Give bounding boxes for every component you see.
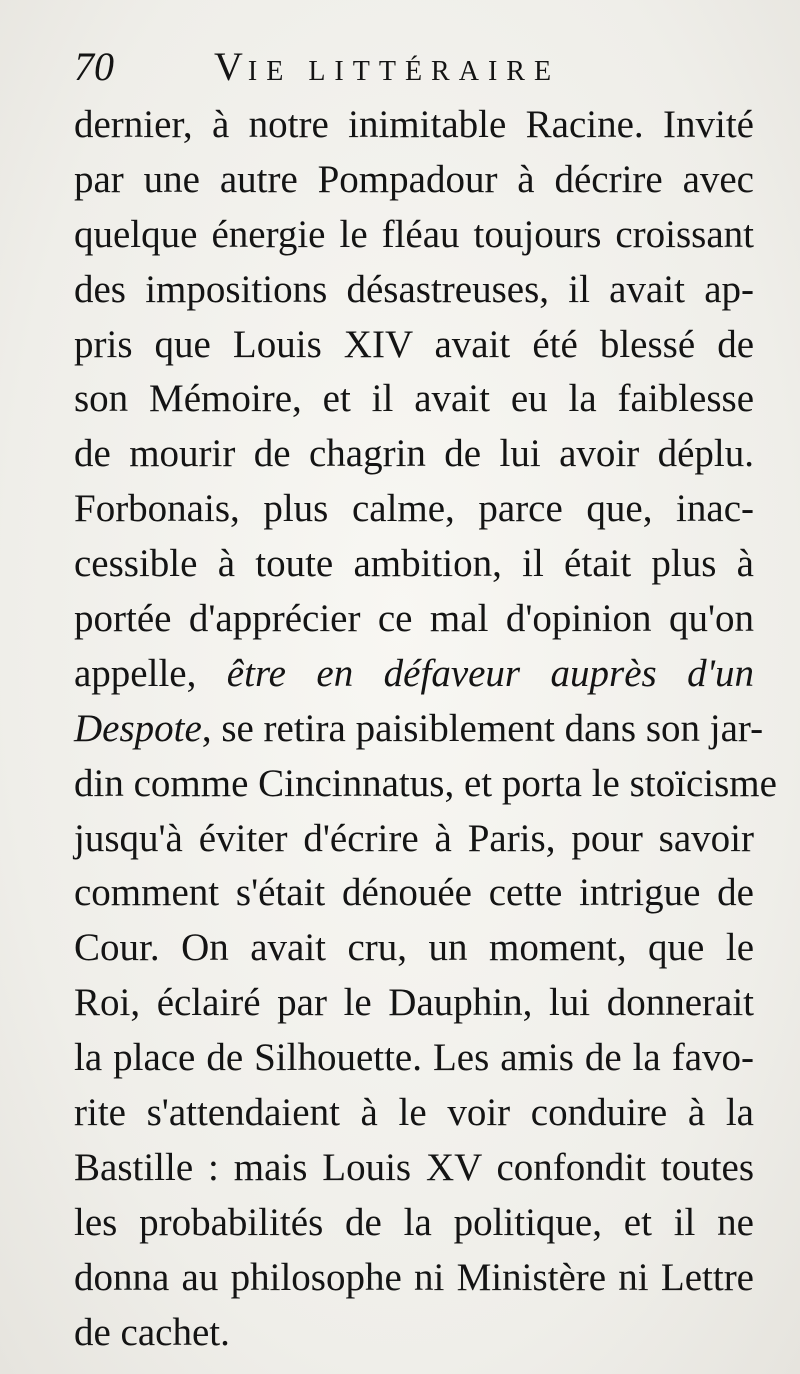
text-line: cessible à toute ambition, il était plus à <box>74 542 754 586</box>
page-body-text <box>74 98 777 1360</box>
text-line: Bastille : mais Louis XV confondit toutes <box>74 1145 754 1189</box>
text-line: comment s'était dénouée cette intrigue de <box>74 871 754 915</box>
text-line: portée d'apprécier ce mal d'opinion qu'on <box>74 597 754 641</box>
text-line: la place de Silhouette. Les amis de la favo- <box>74 1036 754 1080</box>
text-segment: appelle, <box>74 651 227 695</box>
running-title <box>214 42 560 97</box>
italic-phrase: Despote <box>74 706 202 750</box>
text-line: par une autre Pompadour à décrire avec <box>74 157 754 201</box>
text-line: Cour. On avait cru, un moment, que le <box>74 926 754 970</box>
text-line: pris que Louis XIV avait été blessé de <box>74 322 754 366</box>
running-header <box>74 42 754 92</box>
text-line: quelque énergie le fléau toujours croissant <box>74 212 754 256</box>
running-title-small-caps: IE LITTÉRAIRE <box>247 56 561 87</box>
text-line: de cachet. <box>74 1310 230 1354</box>
italic-phrase: être en défaveur auprès d'un <box>226 651 754 695</box>
text-line: les probabilités de la politique, et il ne <box>74 1200 754 1244</box>
text-line: din comme Cincinnatus, et porta le stoïcisme <box>74 761 777 805</box>
text-line <box>74 702 764 757</box>
page-number: 70 <box>74 44 114 89</box>
text-line: des impositions désastreuses, il avait ap- <box>74 267 754 311</box>
text-line: rite s'attendaient à le voir conduire à la <box>74 1091 754 1135</box>
text-line <box>74 647 754 702</box>
text-line: de mourir de chagrin de lui avoir déplu. <box>74 432 754 476</box>
text-line: Forbonais, plus calme, parce que, inac- <box>74 487 754 531</box>
text-line: son Mémoire, et il avait eu la faiblesse <box>74 377 754 421</box>
text-line: jusqu'à éviter d'écrire à Paris, pour savoir <box>74 816 754 860</box>
text-line: donna au philosophe ni Ministère ni Lettre <box>74 1255 754 1299</box>
text-segment: , se retira paisiblement dans son jar- <box>201 706 764 750</box>
running-title-initial: V <box>214 44 248 89</box>
text-line: Roi, éclairé par le Dauphin, lui donnerait <box>74 981 754 1025</box>
text-line: dernier, à notre inimitable Racine. Invité <box>74 103 754 146</box>
